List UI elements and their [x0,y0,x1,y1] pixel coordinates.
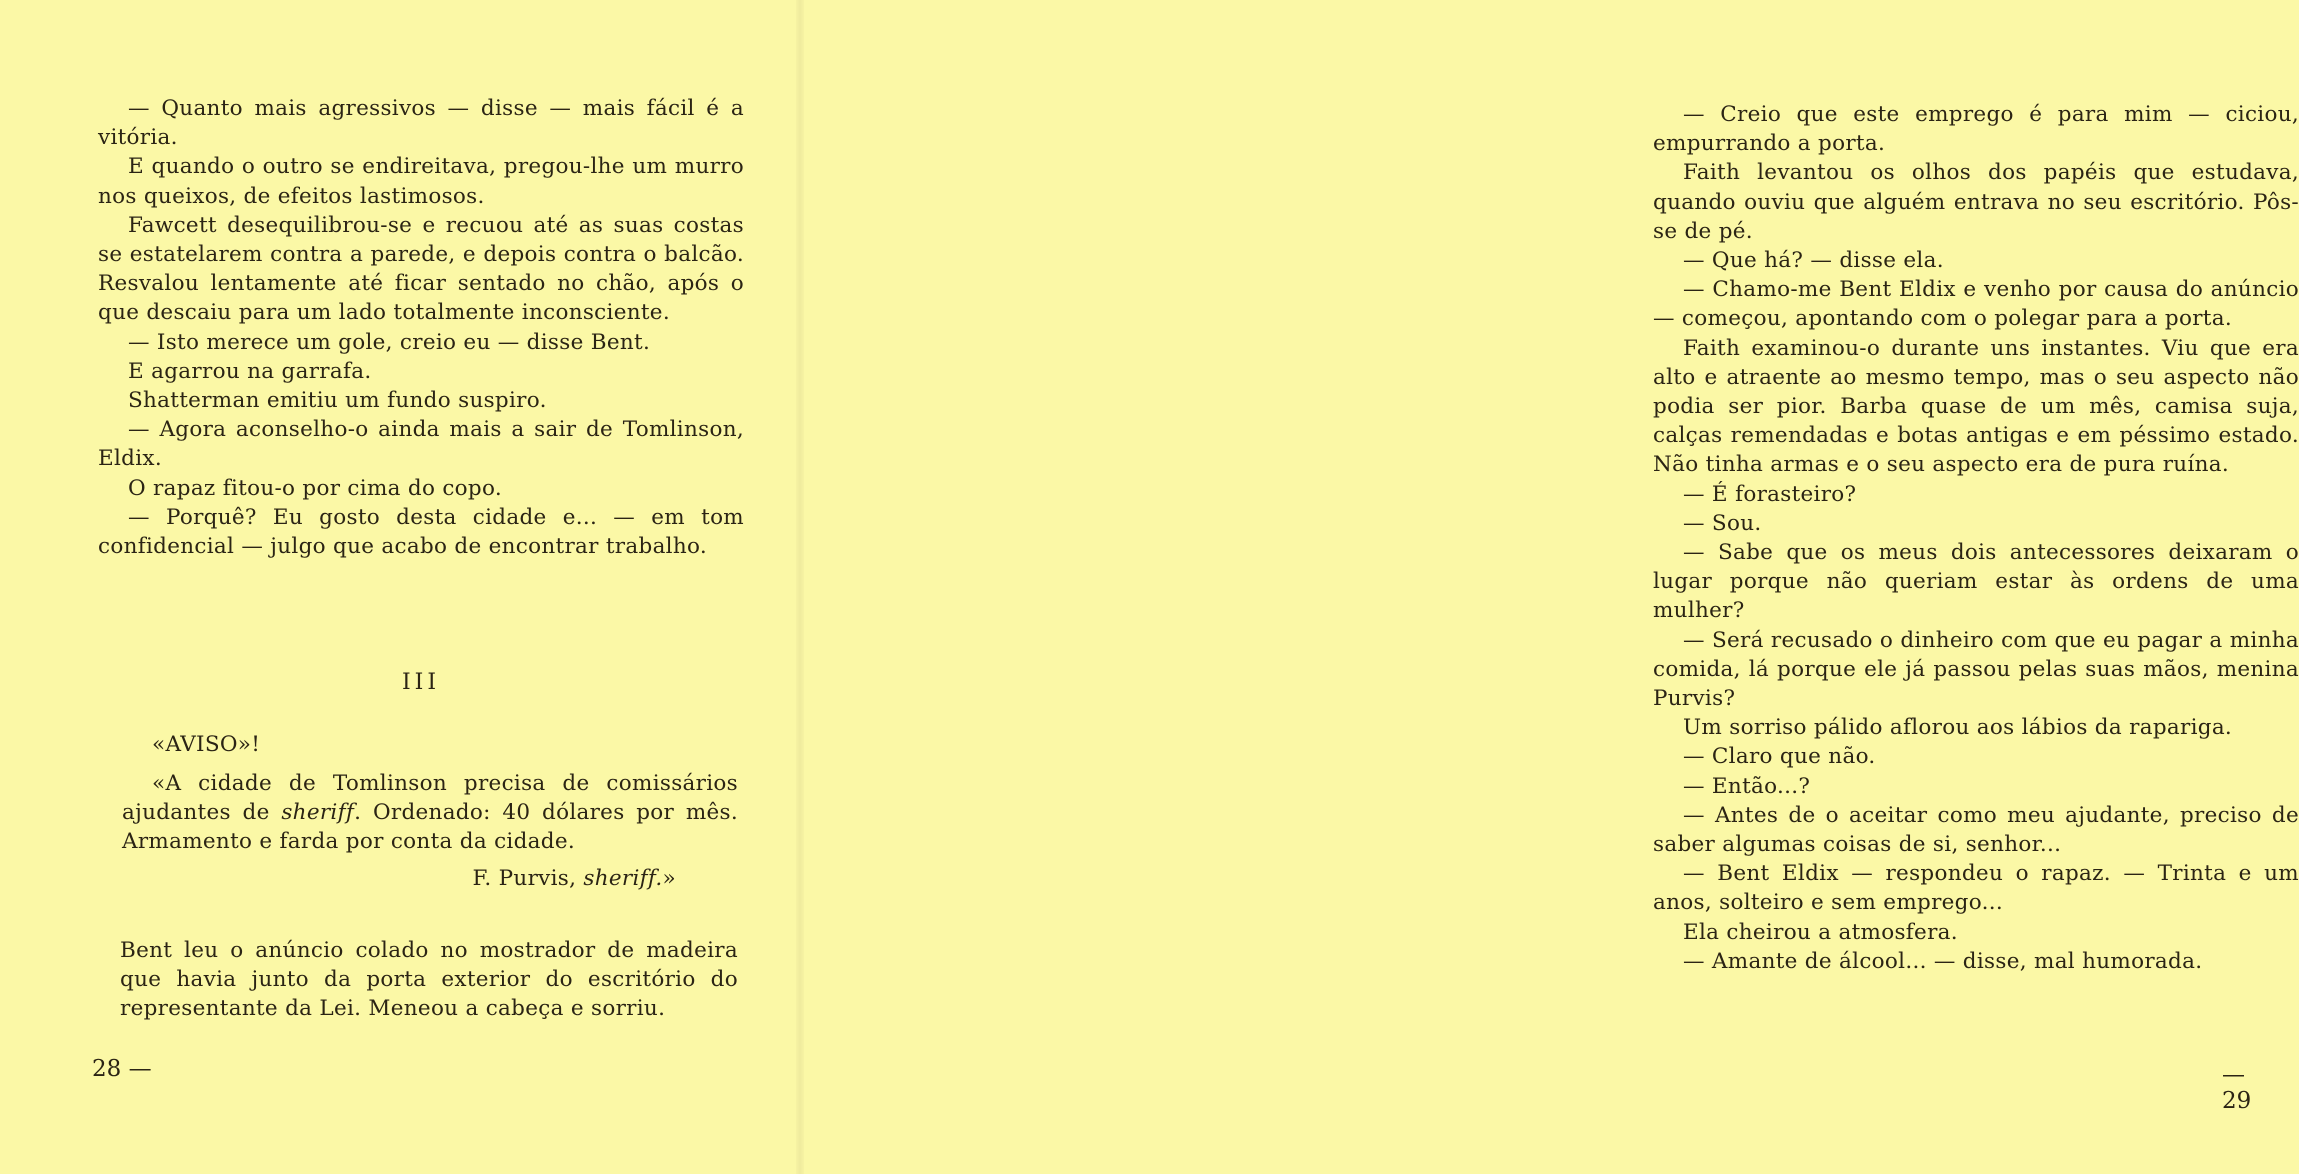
paragraph: Bent leu o anúncio colado no mostrador de madeira que havia junto da porta exterior do escritório do representante da Lei. Meneou a cabeça e sorriu. [120,938,738,1022]
paragraph: Um sorriso pálido aflorou aos lábios da rapariga. [1683,715,2233,741]
notice-body [122,769,738,856]
paragraph: — Amante de álcool... — disse, mal humorada. [1683,948,2203,974]
paragraph: E agarrou na garrafa. [128,358,372,384]
paragraph: — Chamo-me Bent Eldix e venho por causa do anúncio — começou, apontando com o polegar para a porta. [1653,277,2299,332]
paragraph: — Porquê? Eu gosto desta cidade e... — em tom confidencial — julgo que acabo de encontrar trabalho. [98,504,744,560]
paragraph: Faith levantou os olhos dos papéis que estudava, quando ouviu que alguém entrava no seu escritório. Pôs-se de pé. [1653,160,2299,244]
signature-close: » [662,866,676,891]
paragraph: — Agora aconselho-o ainda mais a sair de Tomlinson, Eldix. [98,417,744,472]
notice-text: . Ordenado: 40 dólares por mês. Armamento e farda por conta da cidade. [122,800,738,854]
paragraph: Fawcett desequilibrou-se e recuou até as suas costas se estatelarem contra a parede, e depois contra o balcão. Resvalou lentamente até ficar sentado no chão, após o que descaiu para um lado totalmente inconsciente. [98,212,744,326]
chapter-heading: III [401,670,441,695]
paragraph: — Quanto mais agressivos — disse — mais fácil é a vitória. [98,96,744,151]
paragraph: — Isto merece um gole, creio eu — disse Bent. [128,329,651,355]
paragraph: — Claro que não. [1683,744,1876,770]
notice-text: «A cidade de Tomlinson precisa de comissários ajudantes de [122,771,738,825]
left-page-text [98,94,744,561]
notice-block [122,730,738,893]
notice-term: sheriff [281,800,355,825]
paragraph: — Bent Eldix — respondeu o rapaz. — Trinta e um anos, solteiro e sem emprego... [1653,861,2299,916]
page-number-right: — 29 [2222,1062,2252,1114]
after-notice-text [120,936,738,1024]
paragraph: E quando o outro se endireitava, pregou-lhe um murro nos queixos, de efeitos lastimosos. [98,154,744,209]
paragraph: — Então...? [1683,773,1811,799]
paragraph: — Sabe que os meus dois antecessores deixaram o lugar porque não queriam estar às ordens de uma mulher? [1653,540,2299,624]
paragraph: Shatterman emitiu um fundo suspiro. [128,388,547,414]
right-page-text [1653,100,2299,976]
paragraph: Faith examinou-o durante uns instantes. Viu que era alto e atraente ao mesmo tempo, mas o seu aspecto não podia ser pior. Barba quase de um mês, camisa suja, calças remendadas e botas antigas e em péssimo estado. Não tinha armas e o seu aspecto era de pura ruína. [1653,335,2299,478]
paragraph: — Sou. [1683,510,1762,536]
signature-name: F. Purvis, [472,866,584,891]
paragraph: — Antes de o aceitar como meu ajudante, preciso de saber algumas coisas de si, senhor... [1653,802,2299,858]
paragraph: Ela cheirou a atmosfera. [1683,919,1958,945]
notice-signature [122,864,676,893]
paragraph: — Creio que este emprego é para mim — ciciou, empurrando a porta. [1653,102,2299,157]
page-number-left: 28 — [92,1056,152,1082]
left-page [0,0,800,1174]
paragraph: — Que há? — disse ela. [1683,248,1944,274]
paragraph: — Será recusado o dinheiro com que eu pagar a minha comida, lá porque ele já passou pelas suas mãos, menina Purvis? [1653,627,2299,712]
right-page [800,0,2299,1174]
paragraph: — É forasteiro? [1683,481,1857,507]
paragraph: O rapaz fitou-o por cima do copo. [128,475,502,501]
notice-heading: «AVISO»! [152,732,261,757]
signature-term: sheriff. [583,866,663,891]
